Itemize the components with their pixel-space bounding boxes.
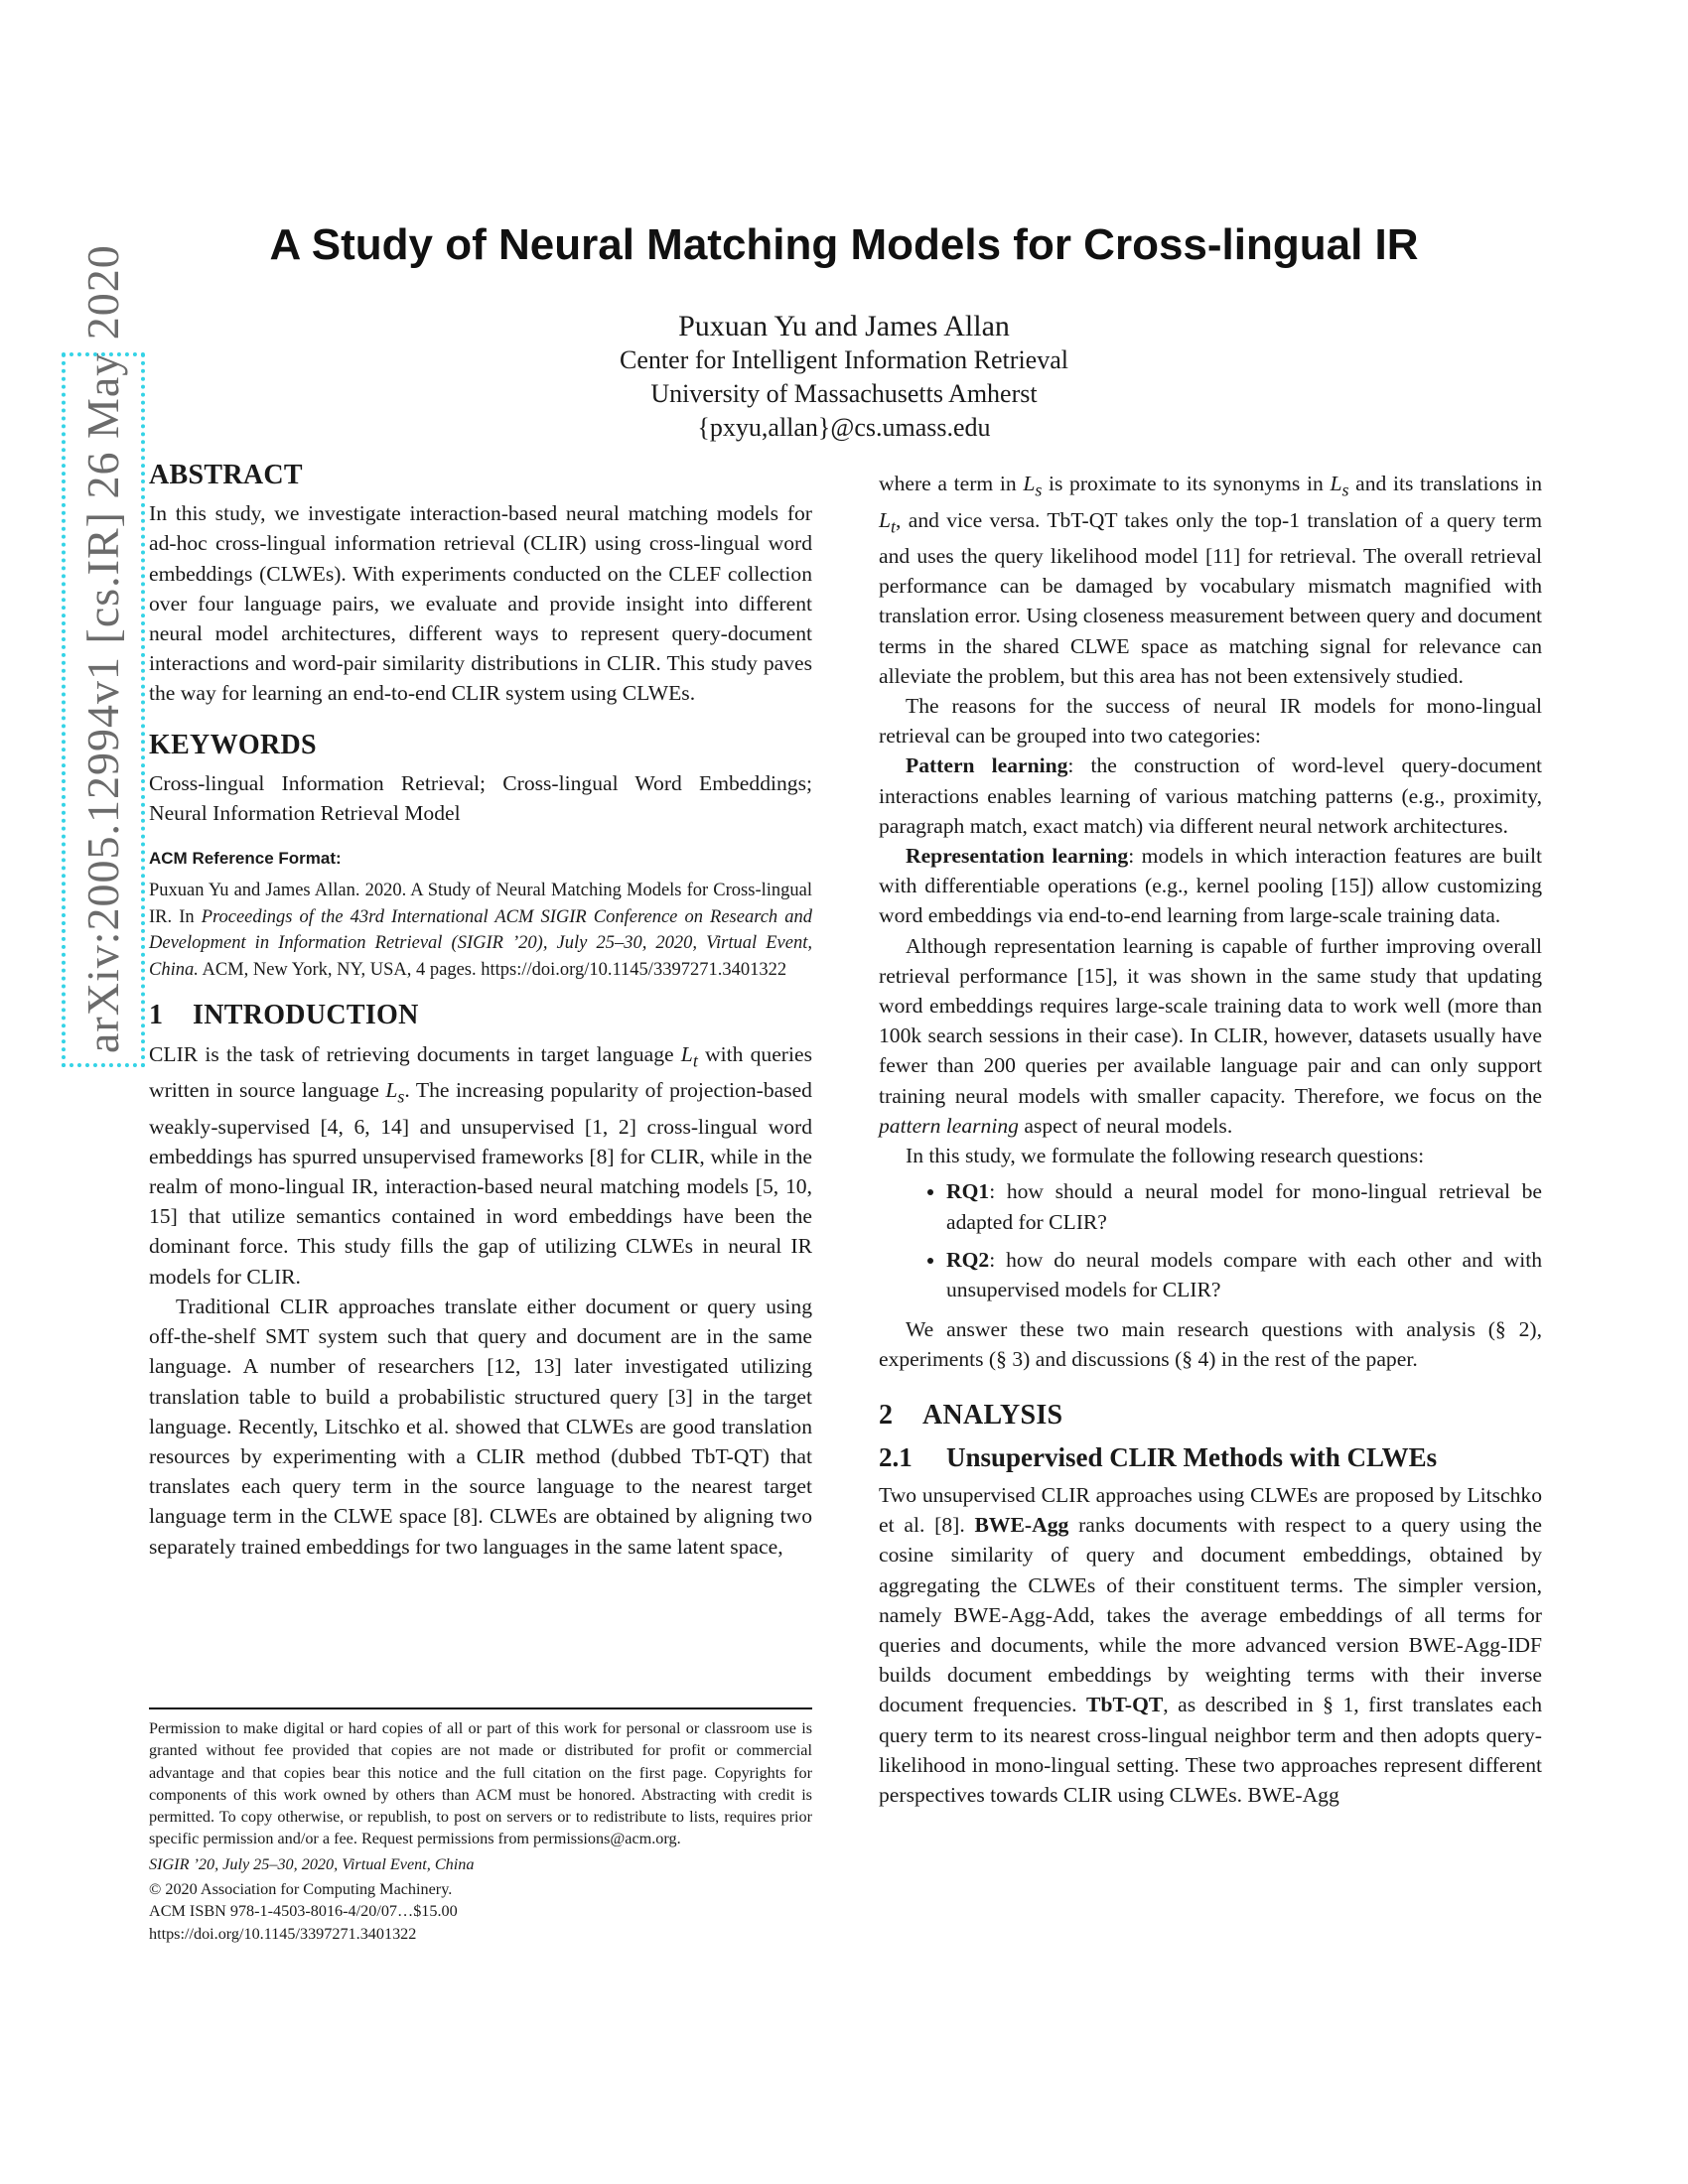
right-paragraph-6: In this study, we formulate the following research questions: [906, 1144, 1425, 1168]
math-lt: $L_t$ [680, 1041, 698, 1070]
analysis-heading: 2 ANALYSIS [879, 1399, 1063, 1431]
arxiv-stamp: arXiv:2005.12994v1 [cs.IR] 26 May 2020 [62, 352, 145, 1067]
affiliation-line-1: Center for Intelligent Information Retrieval [620, 345, 1068, 374]
intro-heading: 1 INTRODUCTION [149, 1000, 419, 1031]
representation-learning-label: Representation learning [906, 844, 1129, 869]
pattern-learning-label: Pattern learning [906, 753, 1068, 778]
intro-number: 1 [149, 1000, 164, 1031]
authors: Puxuan Yu and James Allan [678, 310, 1010, 342]
conference-line: SIGIR ’20, July 25–30, 2020, Virtual Event, China [149, 1854, 475, 1873]
keywords-heading: KEYWORDS [149, 729, 317, 760]
right-column [879, 469, 1542, 1810]
representation-learning-paragraph: Representation learning: models in which interaction features are built with differentiable operations (e.g., kernel pooling [15]) allow customizing word embeddings via end-to-end learning from large-scale training data. [879, 844, 1542, 928]
abstract-text: In this study, we investigate interaction-based neural matching models for ad-hoc cross-lingual information retrieval (CLIR) using cross-lingual word embeddings (CLWEs). With experiments conducted on the CLEF collection over four language pairs, we evaluate and provide insight into different neural model architectures, different ways to represent query-document interactions and word-pair similarity distributions in CLIR. This study paves the way for learning an end-to-end CLIR system using CLWEs. [149, 501, 812, 706]
acm-reference-heading: ACM Reference Format: [149, 849, 342, 869]
isbn-line: ACM ISBN 978-1-4503-8016-4/20/07…$15.00 [149, 1902, 458, 1921]
analysis-paragraph-1: Two unsupervised CLIR approaches using CLWEs are proposed by Litschko et al. [8]. BWE-Agg ranks documents with respect to a query using the cosine similarity of query and document embeddings, obtained by aggregating the CLWEs of their constituent terms. The simpler version, namely BWE-Agg-Add, takes the average embeddings of all terms for queries and documents, while the more advanced version BWE-Agg-IDF builds document embeddings by weighting terms with their inverse document frequencies. TbT-QT, as described in § 1, first translates each query term to its nearest cross-lingual neighbor term and then adopts query-likelihood in mono-lingual setting. These two approaches represent different perspectives towards CLIR using CLWEs. BWE-Agg [879, 1482, 1542, 1807]
subsection-heading: 2.1 Unsupervised CLIR Methods with CLWEs [879, 1441, 1438, 1472]
left-column [149, 461, 812, 1562]
right-paragraph-2: The reasons for the success of neural IR models for mono-lingual retrieval can be grouped into two categories: [879, 694, 1542, 749]
right-paragraph-5: Although representation learning is capable of further improving overall retrieval performance [15], it was shown in the same study that updating word embeddings requires large-scale training data to work well (more than 100k search sessions in their case). In CLIR, however, datasets usually have fewer than 200 queries per available language pair and can only support training neural models with smaller capacity. Therefore, we focus on the pattern learning aspect of neural models. [879, 933, 1542, 1138]
acm-reference-venue: Proceedings of the 43rd International ACM SIGIR Conference on Research and Development in Information Retrieval (SIGIR ’20), July 25–30, 2020, Virtual Event, China. [149, 906, 812, 980]
intro-paragraph-2: Traditional CLIR approaches translate either document or query using off-the-shelf SMT system such that query and document are in the same language. A number of researchers [12, 13] later investigated utilizing translation table to build a probabilistic structured query [3] in the target language. Recently, Litschko et al. showed that CLWEs are good translation resources by experimenting with a CLIR method (dubbed TbT-QT) that translates each query term in the source language to the nearest target language term in the CLWE space [8]. CLWEs are obtained by aligning two separately trained embeddings for two languages in the same latent space, [149, 1294, 812, 1559]
research-question-1: • RQ1: how should a neural model for mono-lingual retrieval be adapted for CLIR? [946, 1176, 1542, 1236]
keywords-text: Cross-lingual Information Retrieval; Cross-lingual Word Embeddings; Neural Information Retrieval Model [149, 770, 812, 826]
copyright-line: © 2020 Association for Computing Machinery. [149, 1880, 453, 1899]
pattern-learning-paragraph: Pattern learning: the construction of word-level query-document interactions enables learning of various matching patterns (e.g., proximity, paragraph match, exact match) via different neural network architectures. [879, 753, 1542, 838]
abstract-heading: ABSTRACT [149, 460, 303, 490]
right-paragraph-1: where a term in $L_s$ is proximate to its synonyms in $L_s$ and its translations in $L_t$, and vice versa. TbT-QT takes only the top-1 translation of a query term and uses the query likelihood model [11] for retrieval. The overall retrieval performance can be damaged by vocabulary mismatch magnified with translation error. Using closeness measurement between query and document terms in the shared CLWE space as matching signal for relevance can alleviate the problem, but this area has not been extensively studied. [879, 472, 1543, 688]
permission-text: Permission to make digital or hard copies of all or part of this work for personal or classroom use is granted without fee provided that copies are not made or distributed for profit or commercial advantage and that copies bear this notice and the full citation on the first page. Copyrights for components of this work owned by others than ACM must be honored. Abstracting with credit is permitted. To copy otherwise, or republish, to post on servers or to redistribute to lists, requires prior specific permission and/or a fee. Request permissions from permissions@acm.org. [149, 1719, 812, 1848]
analysis-number: 2 [879, 1399, 894, 1431]
intro-paragraph-1: CLIR is the task of retrieving documents in target language $L_t$ with queries written in source language $L_s$. The increasing popularity of projection-based weakly-supervised [4, 6, 14] and unsupervised [1, 2] cross-lingual word embeddings has spurred unsupervised frameworks [8] for CLIR, while in the realm of mono-lingual IR, interaction-based neural matching models [5, 10, 15] that utilize semantics contained in word embeddings have been the dominant force. This study fills the gap of utilizing CLWEs in neural IR models for CLIR. [149, 1041, 812, 1289]
affiliation-line-2: University of Massachusetts Amherst [650, 379, 1038, 408]
permission-footnote [149, 1707, 812, 1945]
paper-title: A Study of Neural Matching Models for Cross-lingual IR [269, 220, 1419, 269]
author-email: {pxyu,allan}@cs.umass.edu [697, 413, 991, 442]
research-question-2: • RQ2: how do neural models compare with each other and with unsupervised models for CLIR? [946, 1245, 1542, 1304]
research-questions-list [879, 1176, 1542, 1304]
math-ls: $L_s$ [385, 1078, 405, 1107]
subsection-number: 2.1 [879, 1441, 913, 1472]
acm-reference-text: Puxuan Yu and James Allan. 2020. A Study of Neural Matching Models for Cross-lingual IR. In Proceedings of the 43rd International ACM SIGIR Conference on Research and Development in Information Retrieval (SIGIR ’20), July 25–30, 2020, Virtual Event, China. ACM, New York, NY, USA, 4 pages. https://doi.org/10.1145/3397271.3401322 [149, 881, 812, 980]
right-paragraph-7: We answer these two main research questions with analysis (§ 2), experiments (§ 3) and discussions (§ 4) in the rest of the paper. [879, 1317, 1542, 1372]
doi-line: https://doi.org/10.1145/3397271.3401322 [149, 1924, 417, 1943]
